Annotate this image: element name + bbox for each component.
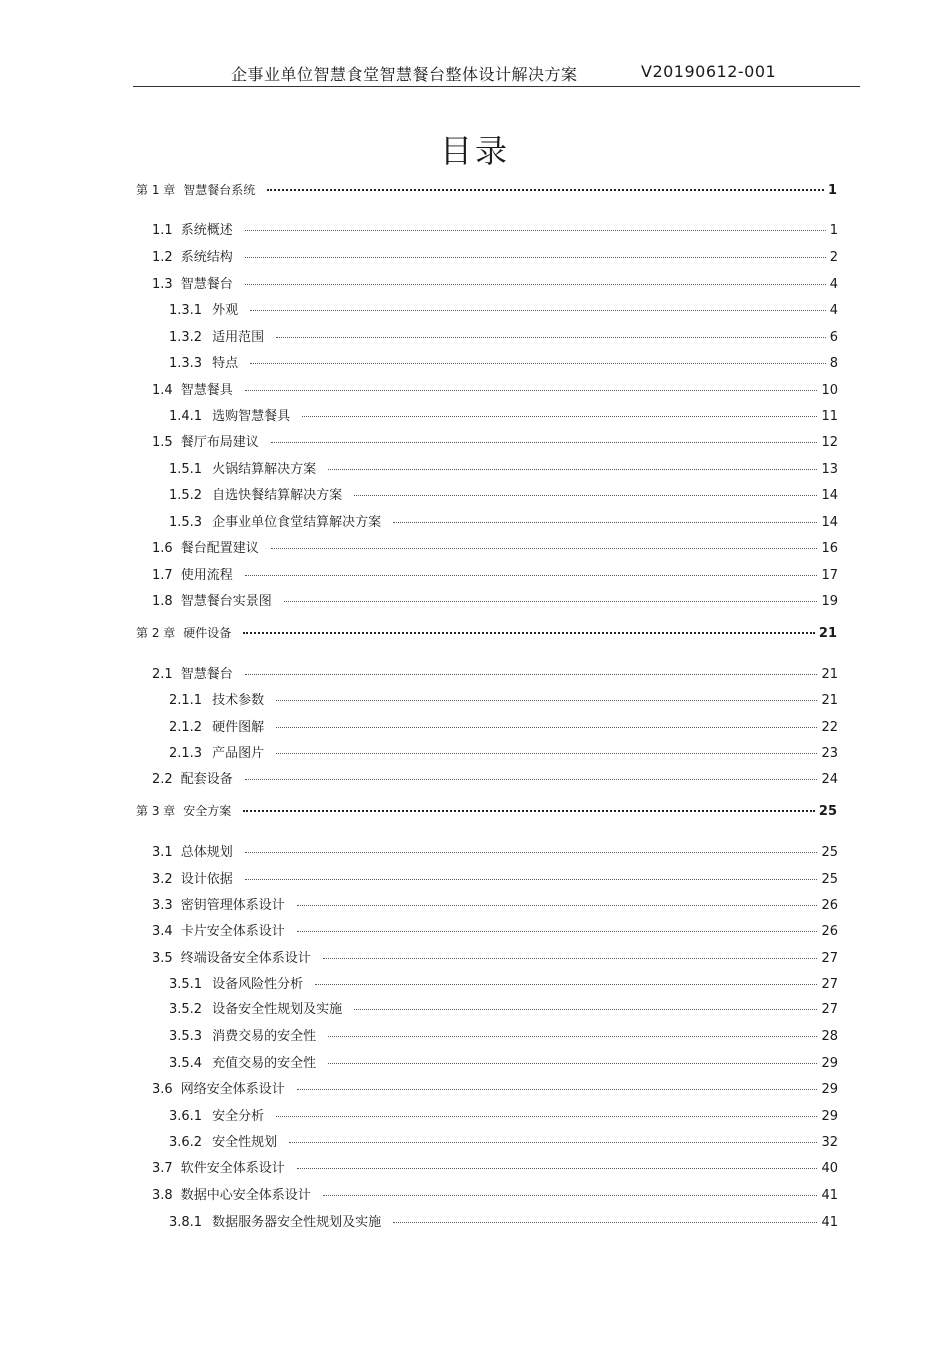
toc-label: 硬件设备	[183, 626, 232, 640]
toc-page-number: 26	[821, 924, 838, 939]
toc-item[interactable]	[169, 1025, 838, 1045]
toc-label: 自选快餐结算解决方案	[212, 488, 343, 503]
toc-label: 设备安全性规划及实施	[212, 1002, 343, 1017]
toc-number: 3.6.2	[169, 1135, 203, 1150]
dot-leader	[245, 284, 826, 285]
toc-page-number: 32	[821, 1135, 838, 1150]
toc-number: 3.8	[152, 1188, 173, 1203]
toc-label: 消费交易的安全性	[212, 1029, 317, 1044]
dot-leader	[297, 1168, 818, 1169]
dot-leader	[245, 879, 818, 880]
toc-number: 3.4	[152, 924, 173, 939]
dot-leader	[250, 310, 826, 311]
toc-item[interactable]	[169, 1052, 838, 1072]
toc-number: 3.5.3	[169, 1029, 203, 1044]
dot-leader	[245, 575, 818, 576]
toc-number: 3.5.1	[169, 977, 203, 992]
toc-page-number: 11	[821, 409, 838, 424]
toc-page-number: 13	[821, 462, 838, 477]
dot-leader	[297, 1089, 818, 1090]
toc-page-number: 19	[821, 594, 838, 609]
document-version: V20190612-001	[641, 62, 777, 81]
toc-number: 3.2	[152, 872, 173, 887]
toc-page-number: 6	[829, 330, 838, 345]
toc-item[interactable]	[152, 841, 838, 861]
toc-item[interactable]	[152, 431, 838, 451]
dot-leader	[250, 363, 826, 364]
toc-label: 配套设备	[180, 772, 233, 787]
toc-label: 智慧餐台	[180, 277, 233, 292]
toc-item[interactable]	[152, 590, 838, 610]
toc-page-number: 25	[821, 872, 838, 887]
dot-leader	[245, 674, 818, 675]
toc-number: 1.8	[152, 594, 173, 609]
dot-leader	[276, 1116, 817, 1117]
toc-chapter[interactable]	[136, 181, 837, 201]
toc-number: 2.1.3	[169, 746, 203, 761]
toc-page-number: 2	[829, 250, 838, 265]
dot-leader	[393, 1222, 817, 1223]
toc-item[interactable]	[152, 219, 838, 239]
dot-leader	[245, 852, 818, 853]
toc-page-number: 21	[821, 667, 838, 682]
toc-label: 数据中心安全体系设计	[180, 1188, 311, 1203]
toc-label: 使用流程	[180, 568, 233, 583]
toc-number: 3.8.1	[169, 1215, 203, 1230]
dot-leader	[297, 905, 818, 906]
toc-number: 3.5.2	[169, 1002, 203, 1017]
toc-label: 选购智慧餐具	[212, 409, 291, 424]
toc-label: 适用范围	[212, 330, 265, 345]
toc-heading: 目录	[439, 132, 510, 170]
toc-label: 火锅结算解决方案	[212, 462, 317, 477]
document-title: 企事业单位智慧食堂智慧餐台整体设计解决方案	[231, 65, 578, 84]
toc-label: 产品图片	[212, 746, 265, 761]
toc-label: 卡片安全体系设计	[180, 924, 285, 939]
toc-label: 系统结构	[180, 250, 233, 265]
toc-item[interactable]	[169, 299, 838, 319]
toc-item[interactable]	[152, 537, 838, 557]
toc-label: 餐厅布局建议	[180, 435, 259, 450]
toc-page-number: 29	[821, 1109, 838, 1124]
toc-page-number: 21	[821, 693, 838, 708]
dot-leader	[393, 522, 817, 523]
toc-item[interactable]	[152, 1184, 838, 1204]
toc-item[interactable]	[169, 973, 838, 993]
toc-number: 2.2	[152, 772, 173, 787]
toc-item[interactable]	[152, 663, 838, 683]
toc-page-number: 41	[821, 1215, 838, 1230]
toc-number: 第 1 章	[136, 183, 176, 197]
toc-page-number: 25	[821, 845, 838, 860]
dot-leader	[245, 230, 826, 231]
toc-number: 3.1	[152, 845, 173, 860]
toc-number: 1.5.3	[169, 515, 203, 530]
dot-leader	[354, 495, 817, 496]
toc-page-number: 1	[827, 183, 837, 198]
toc-item[interactable]	[152, 894, 838, 914]
toc-number: 3.5	[152, 951, 173, 966]
toc-label: 企事业单位食堂结算解决方案	[212, 515, 382, 530]
toc-number: 1.3.2	[169, 330, 203, 345]
dot-leader	[271, 548, 818, 549]
toc-number: 1.2	[152, 250, 173, 265]
toc-label: 设计依据	[180, 872, 233, 887]
toc-item[interactable]	[169, 742, 838, 762]
toc-page-number: 22	[821, 720, 838, 735]
toc-page-number: 27	[821, 951, 838, 966]
toc-number: 1.5.1	[169, 462, 203, 477]
dot-leader	[271, 442, 818, 443]
toc-number: 1.7	[152, 568, 173, 583]
toc-item[interactable]	[152, 920, 838, 940]
toc-number: 1.4	[152, 383, 173, 398]
dot-leader	[276, 700, 817, 701]
toc-page-number: 12	[821, 435, 838, 450]
dot-leader	[245, 390, 818, 391]
dot-leader	[243, 632, 815, 634]
dot-leader	[276, 337, 826, 338]
toc-number: 2.1	[152, 667, 173, 682]
dot-leader	[328, 1063, 817, 1064]
toc-number: 第 2 章	[136, 626, 176, 640]
toc-item[interactable]	[169, 326, 838, 346]
toc-page-number: 29	[821, 1056, 838, 1071]
toc-label: 安全方案	[183, 804, 232, 818]
toc-item[interactable]	[169, 716, 838, 736]
toc-page-number: 14	[821, 488, 838, 503]
dot-leader	[323, 1195, 818, 1196]
toc-number: 2.1.1	[169, 693, 203, 708]
toc-item[interactable]	[152, 768, 838, 788]
toc-number: 1.6	[152, 541, 173, 556]
toc-chapter[interactable]	[136, 624, 837, 644]
toc-page-number: 25	[818, 804, 837, 819]
toc-label: 特点	[212, 356, 239, 371]
toc-page-number: 27	[821, 977, 838, 992]
dot-leader	[302, 416, 817, 417]
dot-leader	[315, 984, 817, 985]
toc-page-number: 21	[818, 626, 837, 641]
toc-item[interactable]	[152, 564, 838, 584]
toc-page-number: 14	[821, 515, 838, 530]
toc-item[interactable]	[169, 1131, 838, 1151]
toc-item[interactable]	[152, 246, 838, 266]
dot-leader	[276, 753, 817, 754]
toc-label: 密钥管理体系设计	[180, 898, 285, 913]
toc-number: 1.5.2	[169, 488, 203, 503]
dot-leader	[284, 601, 818, 602]
toc-page-number: 29	[821, 1082, 838, 1097]
toc-label: 智慧餐台	[180, 667, 233, 682]
toc-label: 总体规划	[180, 845, 233, 860]
toc-item[interactable]	[152, 947, 838, 967]
toc-number: 1.3.1	[169, 303, 203, 318]
toc-label: 智慧餐台系统	[183, 183, 256, 197]
dot-leader	[245, 779, 818, 780]
toc-page-number: 28	[821, 1029, 838, 1044]
toc-number: 3.7	[152, 1161, 173, 1176]
toc-item[interactable]	[152, 1157, 838, 1177]
toc-number: 1.4.1	[169, 409, 203, 424]
toc-item[interactable]	[169, 458, 838, 478]
toc-label: 设备风险性分析	[212, 977, 304, 992]
dot-leader	[354, 1009, 817, 1010]
toc-item[interactable]	[169, 689, 838, 709]
toc-number: 1.3.3	[169, 356, 203, 371]
toc-page-number: 1	[829, 223, 838, 238]
toc-number: 1.5	[152, 435, 173, 450]
toc-label: 外观	[212, 303, 239, 318]
toc-page-number: 27	[821, 1002, 838, 1017]
toc-label: 硬件图解	[212, 720, 265, 735]
toc-label: 安全性规划	[212, 1135, 278, 1150]
toc-number: 第 3 章	[136, 804, 176, 818]
toc-label: 软件安全体系设计	[180, 1161, 285, 1176]
toc-item[interactable]	[169, 511, 838, 531]
toc-page-number: 4	[829, 277, 838, 292]
toc-page-number: 4	[829, 303, 838, 318]
toc-number: 1.1	[152, 223, 173, 238]
toc-label: 智慧餐具	[180, 383, 233, 398]
toc-item[interactable]	[169, 998, 838, 1018]
toc-label: 智慧餐台实景图	[180, 594, 272, 609]
toc-page-number: 26	[821, 898, 838, 913]
dot-leader	[323, 958, 818, 959]
toc-label: 系统概述	[180, 223, 233, 238]
toc-item[interactable]	[169, 352, 838, 372]
dot-leader	[276, 727, 817, 728]
toc-number: 2.1.2	[169, 720, 203, 735]
toc-item[interactable]	[169, 405, 838, 425]
toc-item[interactable]	[152, 868, 838, 888]
toc-page-number: 24	[821, 772, 838, 787]
dot-leader	[289, 1142, 817, 1143]
dot-leader	[297, 931, 818, 932]
toc-item[interactable]	[152, 273, 838, 293]
toc-item[interactable]	[169, 1105, 838, 1125]
toc-label: 网络安全体系设计	[180, 1082, 285, 1097]
toc-page-number: 8	[829, 356, 838, 371]
toc-item[interactable]	[169, 484, 838, 504]
toc-page-number: 41	[821, 1188, 838, 1203]
dot-leader	[328, 1036, 817, 1037]
toc-item[interactable]	[152, 1078, 838, 1098]
toc-page-number: 40	[821, 1161, 838, 1176]
toc-label: 餐台配置建议	[180, 541, 259, 556]
toc-label: 技术参数	[212, 693, 265, 708]
toc-chapter[interactable]	[136, 802, 837, 822]
dot-leader	[328, 469, 817, 470]
toc-label: 充值交易的安全性	[212, 1056, 317, 1071]
toc-item[interactable]	[169, 1211, 838, 1231]
toc-number: 3.6	[152, 1082, 173, 1097]
toc-page-number: 16	[821, 541, 838, 556]
toc-label: 终端设备安全体系设计	[180, 951, 311, 966]
dot-leader	[267, 189, 824, 191]
toc-page-number: 17	[821, 568, 838, 583]
toc-page-number: 10	[821, 383, 838, 398]
dot-leader	[245, 257, 826, 258]
toc-number: 1.3	[152, 277, 173, 292]
dot-leader	[243, 810, 815, 812]
toc-label: 安全分析	[212, 1109, 265, 1124]
toc-page-number: 23	[821, 746, 838, 761]
toc-number: 3.6.1	[169, 1109, 203, 1124]
toc-number: 3.5.4	[169, 1056, 203, 1071]
toc-item[interactable]	[152, 379, 838, 399]
toc-label: 数据服务器安全性规划及实施	[212, 1215, 382, 1230]
toc-number: 3.3	[152, 898, 173, 913]
